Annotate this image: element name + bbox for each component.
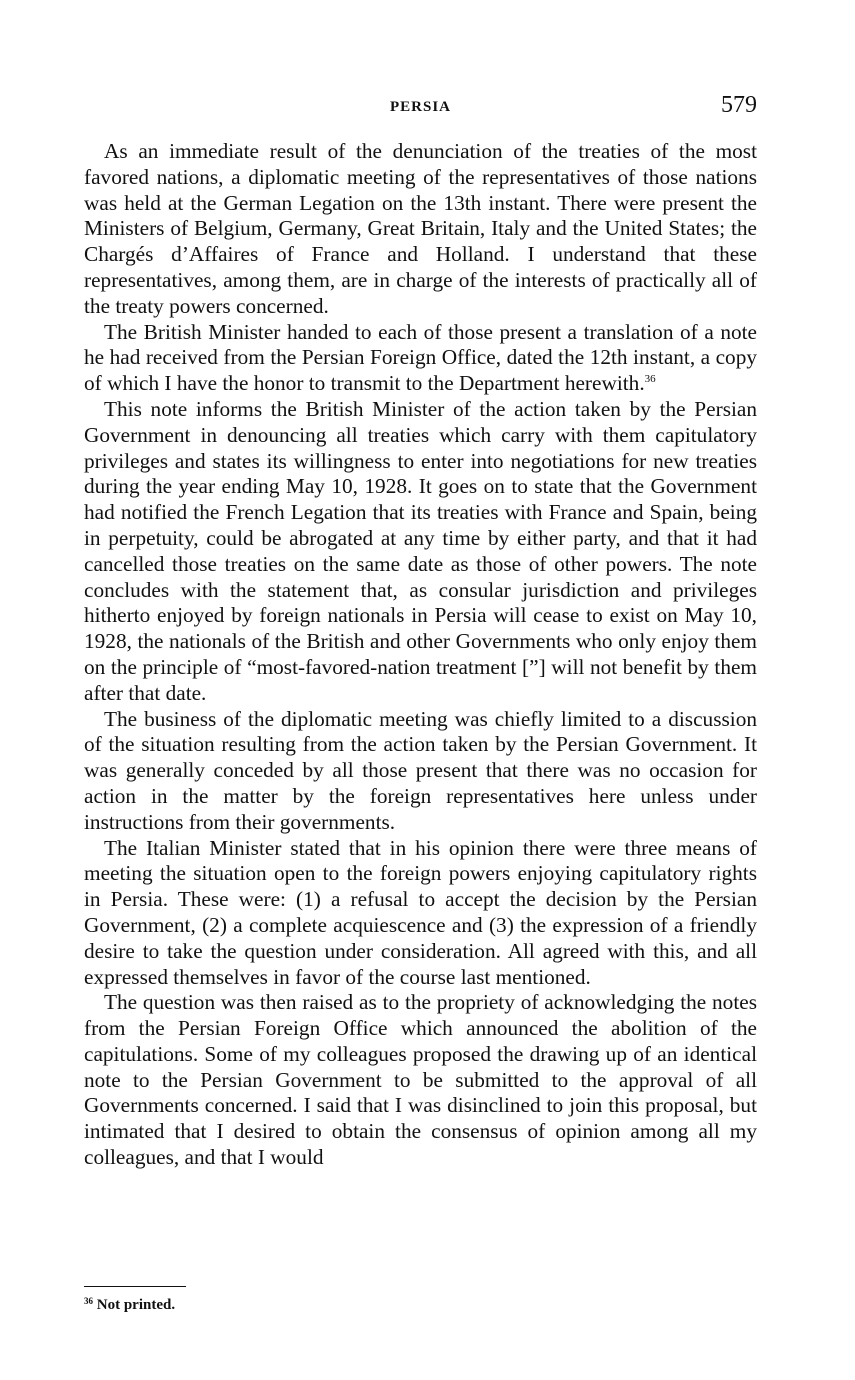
footnote-text: Not printed.: [96, 1297, 176, 1313]
paragraph-3: This note informs the British Minister of the action taken by the Persian Government in denouncing all treaties which carry with them capitulatory privileges and states its willingness to enter into negotiations for new treaties during the year ending May 10, 1928. It goes on to state that the Government had notified the French Legation that its treaties with France and Spain, being in perpetuity, could be abrogated at any time by either party, and that it had cancelled those treaties on the same date as those of other powers. The note concludes with the statement that, as consular jurisdiction and privileges hitherto enjoyed by foreign nationals in Persia will cease to exist on May 10, 1928, the nationals of the British and other Governments who only enjoy them on the principle of “most-favored-nation treatment [”] will not benefit by them after that date.: [84, 396, 757, 705]
page-header: [84, 92, 757, 122]
page-number: 579: [721, 92, 757, 118]
footnote-divider: [84, 1286, 186, 1287]
footnote: [84, 1297, 175, 1314]
body-text: [84, 139, 757, 1171]
paragraph-6: The question was then raised as to the propriety of acknowledging the notes from the Persian Foreign Office which announced the abolition of the capitulations. Some of my colleagues proposed the drawing up of an identical note to the Persian Government to be submitted to the approval of all Governments concerned. I said that I was disinclined to join this proposal, but intimated that I desired to obtain the consensus of opinion among all my colleagues, and that I would: [84, 990, 757, 1170]
document-page: [84, 0, 757, 1380]
paragraph-5: The Italian Minister stated that in his opinion there were three means of meeting the situation open to the foreign powers enjoying capitulatory rights in Persia. These were: (1) a refusal to accept the decision by the Persian Government, (2) a complete acquiescence and (3) the expression of a friendly desire to take the question under consideration. All agreed with this, and all expressed themselves in favor of the course last mentioned.: [84, 835, 757, 989]
paragraph-2-text: The British Minister handed to each of those present a translation of a note he had received from the Persian Foreign Office, dated the 12th instant, a copy of which I have the honor to transmit to the Department herewith.: [84, 319, 757, 396]
footnote-reference: 36: [644, 373, 656, 386]
footnote-marker: 36: [84, 1296, 93, 1306]
paragraph-4: The business of the diplomatic meeting was chiefly limited to a discussion of the situation resulting from the action taken by the Persian Government. It was generally conceded by all those present that there was no occasion for action in the matter by the foreign representatives here unless under instructions from their governments.: [84, 706, 757, 834]
paragraph-2: [84, 320, 757, 397]
running-head: PERSIA: [389, 99, 451, 115]
paragraph-1: As an immediate result of the denunciation of the treaties of the most favored nations, a diplomatic meeting of the representatives of those nations was held at the German Legation on the 13th instant. There were present the Ministers of Belgium, Germany, Great Britain, Italy and the United States; the Chargés d’Affaires of France and Holland. I understand that these representatives, among them, are in charge of the interests of practically all of the treaty powers concerned.: [84, 139, 757, 318]
